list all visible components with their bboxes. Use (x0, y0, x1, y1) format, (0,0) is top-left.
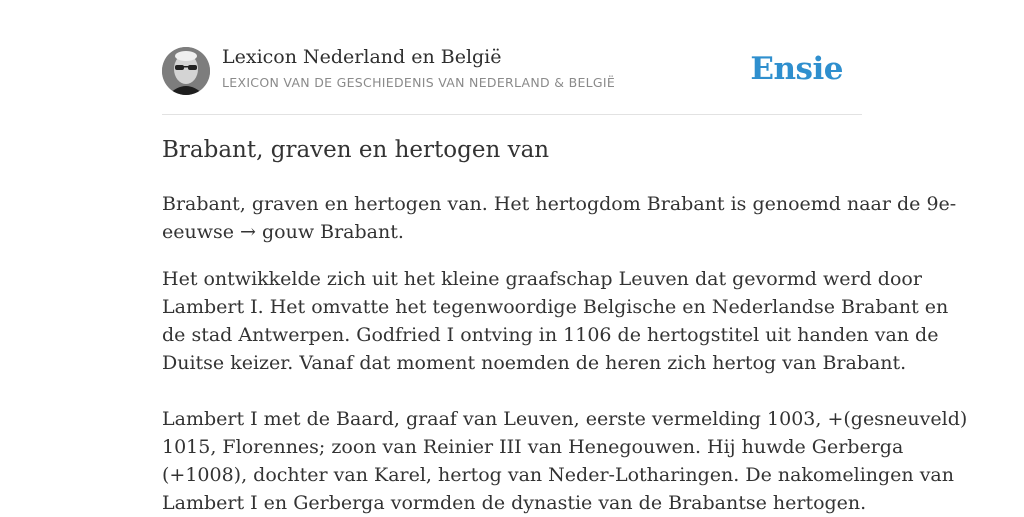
article-title: Brabant, graven en hertogen van (162, 137, 550, 163)
paragraph-line: de stad Antwerpen. Godfried I ontving in 1106 de hertogstitel uit handen van de (162, 324, 939, 346)
paragraph-line: (+1008), dochter van Karel, hertog van Neder-Lotharingen. De nakomelingen van (162, 464, 954, 486)
paragraph-line: Duitse keizer. Vanaf dat moment noemden de heren zich hertog van Brabant. (162, 352, 907, 374)
paragraph-line: eeuwse → gouw Brabant. (162, 221, 404, 243)
brand-logo[interactable]: Ensie (750, 51, 843, 87)
site-title[interactable]: Lexicon Nederland en België (222, 46, 502, 68)
paragraph-line: Brabant, graven en hertogen van. Het hertogdom Brabant is genoemd naar de 9e- (162, 193, 957, 215)
site-header (162, 0, 862, 115)
portrait-icon (162, 47, 210, 95)
page-container (162, 0, 968, 514)
paragraph-line: Lambert I en Gerberga vormden de dynastie van de Brabantse hertogen. (162, 492, 867, 514)
paragraph-line: Het ontwikkelde zich uit het kleine graafschap Leuven dat gevormd werd door (162, 268, 922, 290)
paragraph-line: Lambert I met de Baard, graaf van Leuven, eerste vermelding 1003, +(gesneuveld) (162, 408, 968, 430)
site-subtitle: LEXICON VAN DE GESCHIEDENIS VAN NEDERLAND & BELGIË (222, 75, 616, 90)
paragraph-line: Lambert I. Het omvatte het tegenwoordige Belgische en Nederlandse Brabant en (162, 296, 949, 318)
article-paragraph-3 (162, 405, 968, 517)
article-paragraph-2 (162, 265, 949, 377)
article-paragraph-1 (162, 190, 957, 246)
paragraph-line: 1015, Florennes; zoon van Reinier III van Henegouwen. Hij huwde Gerberga (162, 436, 904, 458)
author-avatar[interactable] (162, 47, 210, 95)
